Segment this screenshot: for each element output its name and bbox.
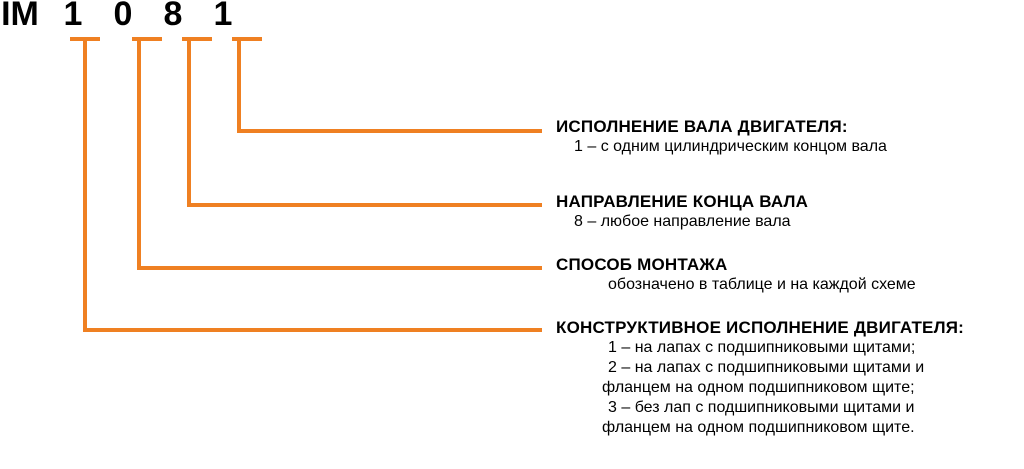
code-prefix: IM xyxy=(1,0,39,33)
leader-vertical-mounting xyxy=(137,37,141,270)
code-digit-1: 1 xyxy=(63,0,83,33)
code-digit-2: 0 xyxy=(113,0,133,33)
leader-horizontal-construction xyxy=(83,328,542,332)
leader-horizontal-shaft-direction xyxy=(187,203,542,207)
callout-line: обозначено в таблице и на каждой схеме xyxy=(608,276,916,293)
code-digit-4: 1 xyxy=(213,0,233,33)
callout-line: 3 – без лап с подшипниковыми щитами и xyxy=(608,399,915,416)
callout-title: СПОСОБ МОНТАЖА xyxy=(556,255,728,274)
callout-shaft-execution xyxy=(556,117,887,157)
code-digit-3: 8 xyxy=(163,0,183,33)
callout-title: КОНСТРУКТИВНОЕ ИСПОЛНЕНИЕ ДВИГАТЕЛЯ: xyxy=(556,318,964,337)
leader-vertical-construction xyxy=(83,37,87,332)
leader-horizontal-shaft-execution xyxy=(237,129,542,133)
leader-horizontal-mounting xyxy=(137,266,542,270)
designation-code xyxy=(0,0,300,34)
leader-vertical-shaft-direction xyxy=(187,37,191,207)
callout-shaft-end-direction xyxy=(556,192,808,232)
callout-title: ИСПОЛНЕНИЕ ВАЛА ДВИГАТЕЛЯ: xyxy=(556,117,848,136)
callout-mounting-method xyxy=(556,255,916,295)
callout-line: 2 – на лапах с подшипниковыми щитами и xyxy=(608,359,925,376)
callout-title: НАПРАВЛЕНИЕ КОНЦА ВАЛА xyxy=(556,192,809,211)
callout-line: фланцем на одном подшипниковом щите; xyxy=(602,379,915,396)
callout-line: 1 – на лапах с подшипниковыми щитами; xyxy=(608,339,916,356)
callout-line: 8 – любое направление вала xyxy=(574,213,791,230)
leader-vertical-shaft-execution xyxy=(237,37,241,133)
callout-motor-construction xyxy=(556,318,964,438)
callout-line: 1 – с одним цилиндрическим концом вала xyxy=(574,138,887,155)
callout-line: фланцем на одном подшипниковом щите. xyxy=(602,419,915,436)
